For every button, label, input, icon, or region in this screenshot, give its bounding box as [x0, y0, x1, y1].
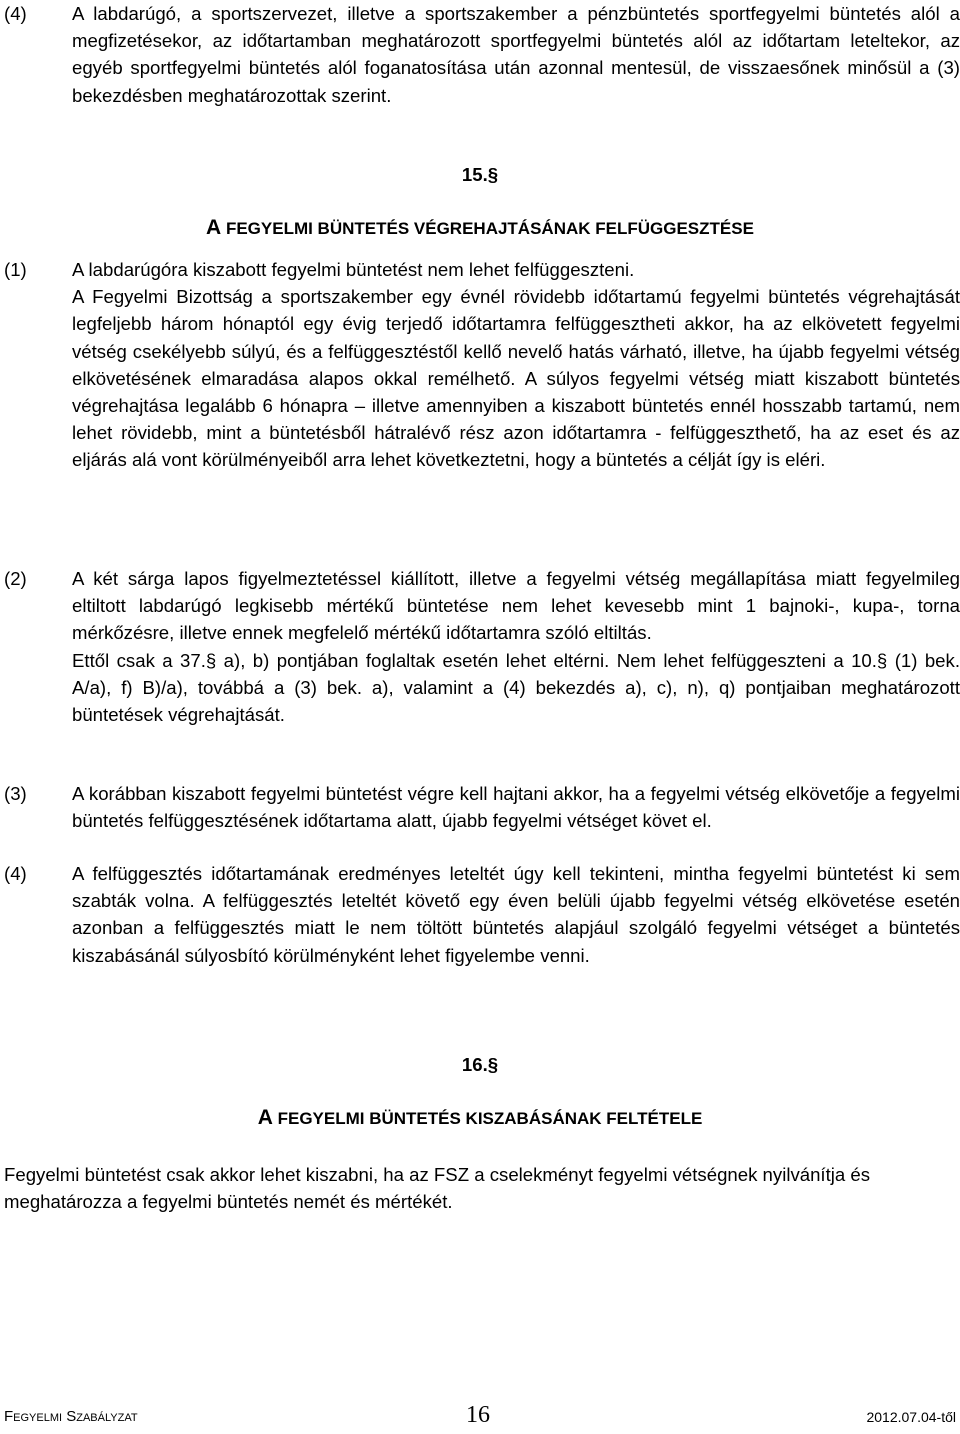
- paragraph-number: (2): [4, 568, 27, 589]
- section-title: [0, 1106, 960, 1131]
- paragraph-text: A labdarúgó, a sportszervezet, illetve a sportszakember a pénzbüntetés sportfegyelmi büntetés alól a megfizetésekor, az időtartamban meghatározott sportfegyelmi büntetés alól az időtartam leteltekor, az egyéb sportfegyelmi büntetés alól foganatosítása után azonnal mentesül, de visszaesőnek minősül a (3) bekezdésben meghatározottak szerint.: [72, 3, 960, 106]
- section-number: 16.§: [461, 1054, 499, 1075]
- paragraph-text: A labdarúgóra kiszabott fegyelmi büntetést nem lehet felfüggeszteni.: [72, 259, 635, 280]
- section-number: 15.§: [461, 164, 499, 185]
- footer-date: 2012.07.04-től: [866, 1409, 956, 1425]
- paragraph-4: [0, 860, 960, 969]
- section-16-text: [0, 1161, 960, 1215]
- paragraph-2: [0, 565, 960, 728]
- section-title-initial: A: [257, 1106, 273, 1129]
- paragraph-4-previous: [0, 0, 960, 109]
- paragraph-text: A korábban kiszabott fegyelmi büntetést végre kell hajtani akkor, ha a fegyelmi vétség elkövetője a fegyelmi büntetés felfüggesztésének időtartama alatt, újabb fegyelmi vétséget követ el.: [72, 783, 960, 832]
- section-title-initial: A: [206, 216, 222, 239]
- paragraph-text: A Fegyelmi Bizottság a sportszakember egy évnél rövidebb időtartamú fegyelmi büntetés végrehajtását legfeljebb három hónaptól egy évig terjedő időtartamra felfüggesztheti akkor, ha az elkövetett fegyelmi vétség csekélyebb súlyú, és a felfüggesztéstől kellő nevelő hatás várható, illetve, ha újabb fegyelmi vétség elkövetésének elmaradása alapos okkal remélhető. A súlyos fegyelmi vétség miatt kiszabott büntetés végrehajtása legalább 6 hónapra – illetve amennyiben a kiszabott büntetés ennél hosszabb tartamú, nem lehet rövidebb, mint a büntetésből hátralévő rész azon időtartamra - felfüggeszthető, ha az eset és az eljárás alá vont körülményeiből arra lehet következtetni, hogy a büntetés a célját így is eléri.: [72, 286, 960, 471]
- footer-title: Fegyelmi Szabályzat: [4, 1408, 138, 1425]
- paragraph-text: A két sárga lapos figyelmeztetéssel kiállított, illetve a fegyelmi vétség megállapítása miatt fegyelmileg eltiltott labdarúgó legkisebb mértékű büntetése nem lehet kevesebb mint 1 bajnoki-, kupa-, torna mérkőzésre, illetve ennek megfelelő mértékű időtartamra szóló eltiltás.: [72, 568, 960, 644]
- paragraph-number: (1): [4, 259, 27, 280]
- paragraph-3: [0, 780, 960, 834]
- section-title-rest: FEGYELMI BÜNTETÉS KISZABÁSÁNAK FELTÉTELE: [272, 1109, 703, 1128]
- paragraph-number: (4): [4, 3, 27, 24]
- section-title-rest: FEGYELMI BÜNTETÉS VÉGREHAJTÁSÁNAK FELFÜGGESZTÉSE: [221, 219, 754, 238]
- paragraph-text: A felfüggesztés időtartamának eredményes leteltét úgy kell tekinteni, mintha fegyelmi büntetést ki sem szabták volna. A felfüggesztés leteltét követő egy éven belüli újabb fegyelmi vétség elkövetése esetén azonban a felfüggesztés miatt le nem töltött büntetés alapjául szolgáló fegyelmi vétséget a büntetés kiszabásánál súlyosbító körülményként lehet figyelembe venni.: [72, 863, 960, 966]
- page-number: 16: [466, 1402, 490, 1428]
- section-title: [0, 216, 960, 241]
- paragraph-1: [0, 256, 960, 474]
- paragraph-text: Ettől csak a 37.§ a), b) pontjában foglaltak esetén lehet eltérni. Nem lehet felfüggeszteni a 10.§ (1) bek. A/a), f) B)/a), továbbá a (3) bek. a), valamint a (4) bekezdés a), c), n), q) pontjaiban meghatározott büntetések végrehajtását.: [72, 649, 960, 726]
- paragraph-number: (4): [4, 863, 27, 884]
- paragraph-number: (3): [4, 783, 27, 804]
- paragraph-text: Fegyelmi büntetést csak akkor lehet kiszabni, ha az FSZ a cselekményt fegyelmi vétségnek nyilvánítja és meghatározza a fegyelmi büntetés nemét és mértékét.: [4, 1164, 871, 1213]
